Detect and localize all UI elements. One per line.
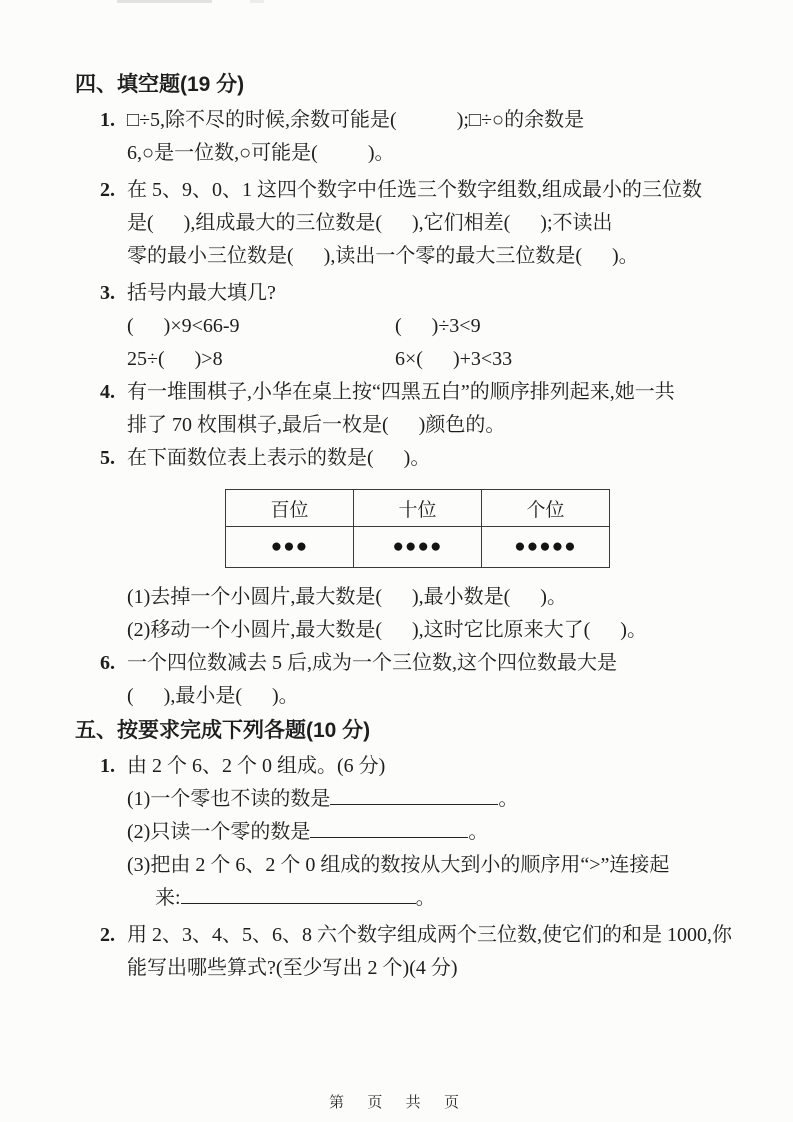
question-item-5: [75, 442, 735, 475]
item-line: 6,○是一位数,○可能是( )。: [127, 142, 395, 164]
sub-question-text: (1)一个零也不读的数是: [127, 788, 331, 810]
sub-question-line: [155, 882, 735, 915]
item-text: 在 5、9、0、1 这四个数字中任选三个数字组数,组成最小的三位数: [127, 179, 702, 201]
item-line: 能写出哪些算式?(至少写出 2 个)(4 分): [127, 957, 458, 979]
sub-question-line: [127, 783, 735, 816]
question-item-2: [75, 174, 735, 273]
section-four-title: 四、填空题(19 分): [75, 73, 245, 96]
punctuation: 。: [415, 887, 436, 909]
sub-question-text: (2)只读一个零的数是: [127, 821, 311, 843]
answer-blank: [330, 784, 498, 805]
hundreds-dots: ●●●: [226, 527, 354, 568]
item-text: 有一堆围棋子,小华在桌上按“四黑五白”的顺序排列起来,她一共: [127, 381, 675, 403]
item-line: [75, 104, 735, 137]
place-value-table: [225, 489, 610, 568]
section5-item-1: [75, 750, 735, 915]
item-line: [75, 647, 735, 680]
equation: 6×( )+3<33: [395, 348, 513, 370]
sub-question-line: (3)把由 2 个 6、2 个 0 组成的数按从大到小的顺序用“>”连接起: [127, 854, 670, 876]
punctuation: 。: [468, 821, 489, 843]
equation: ( )÷3<9: [395, 315, 481, 337]
equation: 25÷( )>8: [127, 348, 223, 370]
sub-question-1: (1)去掉一个小圆片,最大数是( ),最小数是( )。: [127, 586, 567, 608]
item-line: [75, 376, 735, 409]
section5-item-2: [75, 919, 735, 985]
table-dots-row: [226, 527, 610, 568]
item-line: [75, 919, 735, 952]
equation: ( )×9<66-9: [127, 315, 240, 337]
question-item-1: [75, 104, 735, 170]
item-line: 排了 70 枚围棋子,最后一枚是( )颜色的。: [127, 414, 506, 436]
item-text: 由 2 个 6、2 个 0 组成。(6 分): [127, 755, 386, 777]
answer-blank: [181, 883, 416, 904]
item-number: 4.: [100, 381, 115, 403]
item-text: □÷5,除不尽的时候,余数可能是( );□÷○的余数是: [127, 109, 585, 131]
table-header-hundreds: 百位: [226, 490, 354, 527]
item-line: [75, 442, 735, 475]
item-number: 3.: [100, 282, 115, 304]
sub-question-text: 来:: [155, 887, 181, 909]
item-text: 在下面数位表上表示的数是( )。: [127, 447, 431, 469]
item-line: [75, 277, 735, 310]
equation-row: [127, 310, 735, 343]
table-header-tens: 十位: [354, 490, 482, 527]
page-content: [75, 0, 735, 985]
punctuation: 。: [498, 788, 519, 810]
item-number: 6.: [100, 652, 115, 674]
sub-question-line: [127, 816, 735, 849]
item-line: [75, 174, 735, 207]
item-text: 一个四位数减去 5 后,成为一个三位数,这个四位数最大是: [127, 652, 617, 674]
equation-row: [127, 343, 735, 376]
tens-dots: ●●●●: [354, 527, 482, 568]
item-number: 2.: [100, 179, 115, 201]
item-number: 1.: [100, 755, 115, 777]
sub-question-2: (2)移动一个小圆片,最大数是( ),这时它比原来大了( )。: [127, 619, 647, 641]
item-text: 括号内最大填几?: [127, 282, 276, 304]
table-header-ones: 个位: [482, 490, 610, 527]
table-header-row: [226, 490, 610, 527]
item-line: 是( ),组成最大的三位数是( ),它们相差( );不读出: [127, 212, 613, 234]
item-number: 1.: [100, 109, 115, 131]
section-five-title: 五、按要求完成下列各题(10 分): [75, 719, 371, 742]
item-number: 2.: [100, 924, 115, 946]
ones-dots: ●●●●●: [482, 527, 610, 568]
page-footer: 第 页 共 页: [328, 1094, 464, 1111]
item-line: 零的最小三位数是( ),读出一个零的最大三位数是( )。: [127, 245, 639, 267]
item-text: 用 2、3、4、5、6、8 六个数字组成两个三位数,使它们的和是 1000,你: [127, 924, 732, 946]
item-line: ( ),最小是( )。: [127, 685, 299, 707]
answer-blank: [310, 817, 468, 838]
item-line: [75, 750, 735, 783]
item-number: 5.: [100, 447, 115, 469]
question-item-4: [75, 376, 735, 442]
question-item-3: [75, 277, 735, 376]
question-item-6: [75, 647, 735, 713]
